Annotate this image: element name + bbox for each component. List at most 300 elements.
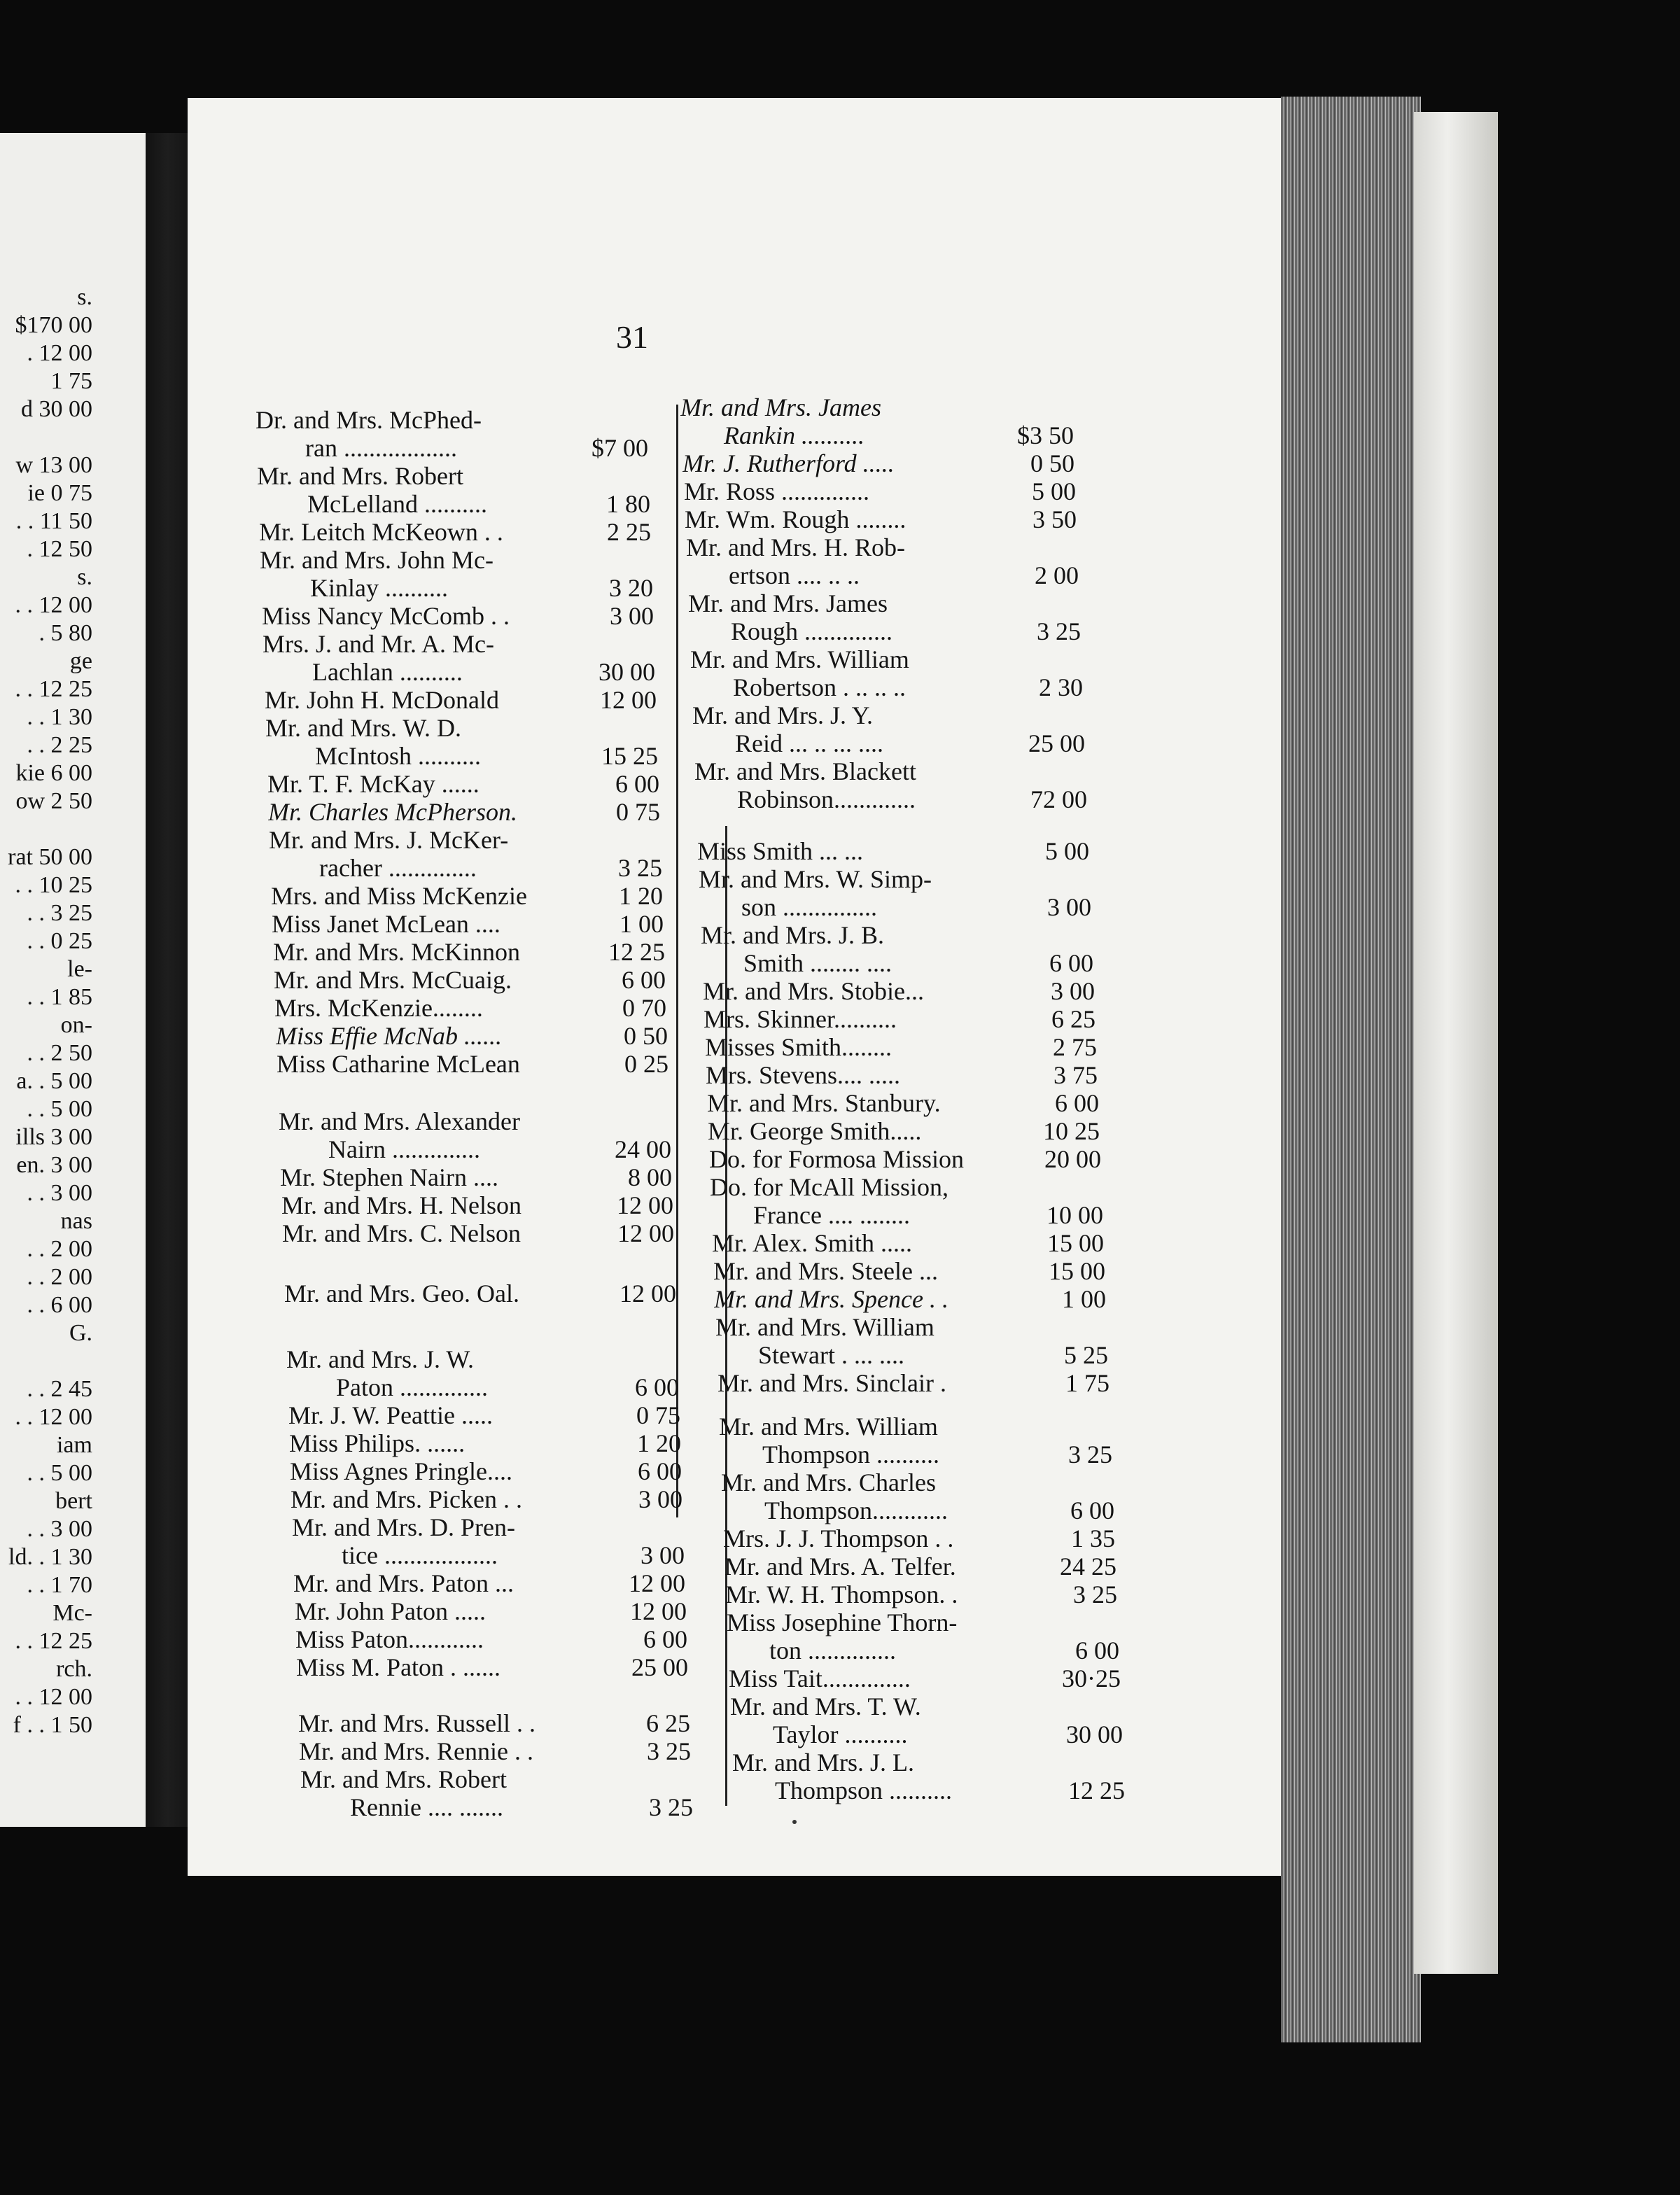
- contribution-row: [273, 937, 665, 967]
- contribution-amount: 6 25: [646, 1709, 690, 1737]
- previous-page-text: . . 5 00: [27, 1096, 92, 1122]
- contributor-name: Mr. Charles McPherson.: [268, 798, 517, 826]
- contributor-name: Miss Nancy McComb . .: [262, 602, 510, 630]
- contribution-row: [733, 1775, 1125, 1806]
- contribution-amount: 0 50: [1030, 449, 1074, 477]
- contributor-name: Mr. Alex. Smith .....: [712, 1229, 913, 1257]
- contribution-row: [731, 1719, 1123, 1750]
- contribution-row: [695, 784, 1087, 815]
- contributor-name: Mr. and Mrs. Spence . .: [714, 1285, 948, 1313]
- contributor-name: ertson .... .. ..: [729, 561, 860, 589]
- contributor-name: Mr. and Mrs. J. B.: [701, 921, 885, 949]
- contribution-row: [262, 629, 654, 659]
- contribution-row: [708, 1116, 1100, 1146]
- contributor-name: Mrs. McKenzie........: [274, 994, 483, 1022]
- contributor-name: Rennie .... .......: [350, 1793, 503, 1821]
- contribution-amount: 1 80: [606, 490, 650, 518]
- contributor-name: Mr. Wm. Rough ........: [685, 505, 906, 533]
- contribution-amount: 6 00: [1075, 1636, 1119, 1664]
- previous-page-text: . . 3 00: [27, 1180, 92, 1206]
- contribution-row: [274, 965, 666, 995]
- contribution-row: [265, 685, 657, 715]
- contributor-name: Miss Effie McNab ......: [276, 1022, 502, 1050]
- previous-page-text: ie 0 75: [27, 480, 92, 506]
- contributor-name: Mr. J. W. Peattie .....: [288, 1401, 493, 1429]
- contribution-amount: 0 75: [636, 1401, 680, 1429]
- contributor-name: Mr. and Mrs. Charles: [721, 1468, 936, 1496]
- contribution-row: [685, 504, 1077, 535]
- contribution-row: [279, 1134, 671, 1165]
- contribution-row: [694, 756, 1086, 787]
- contribution-amount: 3 00: [640, 1541, 685, 1569]
- contribution-amount: 0 75: [616, 798, 660, 826]
- contribution-amount: 1 00: [620, 910, 664, 938]
- contribution-row: [290, 1484, 682, 1515]
- contribution-row: [262, 601, 654, 631]
- contribution-row: [258, 489, 650, 519]
- contribution-row: [267, 769, 659, 799]
- previous-page-text: le-: [67, 956, 92, 982]
- contributor-name: Miss Tait..............: [729, 1664, 911, 1692]
- previous-page-text: w 13 00: [15, 452, 92, 478]
- contribution-row: [289, 1428, 681, 1459]
- contribution-row: [270, 853, 662, 883]
- previous-page-text: . . 12 00: [15, 592, 92, 618]
- contribution-amount: 12 00: [617, 1191, 673, 1219]
- contribution-row: [707, 1088, 1099, 1118]
- contributor-name: Stewart . ... ....: [758, 1341, 904, 1369]
- contributor-name: Paton ..............: [336, 1373, 489, 1401]
- contributor-name: Nairn ..............: [328, 1135, 480, 1163]
- contribution-amount: 3 00: [1051, 977, 1095, 1005]
- contribution-row: [296, 1652, 688, 1683]
- contributor-name: Thompson ..........: [775, 1776, 953, 1804]
- contribution-row: [293, 1568, 685, 1599]
- contribution-amount: 3 25: [618, 854, 662, 882]
- contributor-name: Mr. and Mrs. H. Rob-: [686, 533, 905, 561]
- contribution-row: [727, 1607, 1119, 1638]
- contribution-row: [687, 560, 1079, 591]
- contributor-name: Mr. and Mrs. Stanbury.: [707, 1089, 941, 1117]
- contributor-name: Mr. and Mrs. Russell . .: [298, 1709, 536, 1737]
- contribution-row: [730, 1691, 1122, 1722]
- contributor-name: Kinlay ..........: [310, 574, 448, 602]
- contribution-amount: 12 25: [608, 938, 665, 966]
- contributor-name: Mr. and Mrs. Rennie . .: [299, 1737, 533, 1765]
- previous-page-text: . . 6 00: [27, 1292, 92, 1318]
- contributor-name: Mr. and Mrs. Paton ...: [293, 1569, 514, 1597]
- contribution-amount: 10 25: [1043, 1117, 1100, 1145]
- contribution-amount: 1 20: [619, 882, 663, 910]
- contributor-name: Thompson............: [764, 1496, 948, 1524]
- contribution-amount: 0 50: [624, 1022, 668, 1050]
- contribution-row: [295, 1596, 687, 1627]
- contributor-name: Taylor ..........: [773, 1720, 908, 1748]
- previous-page-text: . 12 00: [27, 340, 92, 366]
- contribution-row: [713, 1256, 1105, 1286]
- previous-page-text: . . 2 25: [27, 732, 92, 758]
- contribution-row: [732, 1747, 1124, 1778]
- contribution-row: [692, 700, 1084, 731]
- contribution-amount: 2 30: [1039, 673, 1083, 701]
- contribution-amount: 12 00: [629, 1569, 685, 1597]
- contribution-amount: 6 00: [615, 770, 659, 798]
- previous-page-text: ge: [69, 648, 92, 674]
- contribution-row: [261, 573, 653, 603]
- previous-page-text: $170 00: [15, 312, 92, 338]
- contribution-row: [288, 1400, 680, 1431]
- contribution-amount: 2 25: [607, 518, 651, 546]
- previous-page-text: en. 3 00: [16, 1152, 92, 1178]
- contributor-name: Mr. and Mrs. Stobie...: [703, 977, 925, 1005]
- contribution-row: [691, 672, 1083, 703]
- contributor-name: Mr. and Mrs. William: [719, 1412, 938, 1440]
- contribution-row: [293, 1540, 685, 1571]
- contributor-name: Mr. T. F. McKay ......: [267, 770, 479, 798]
- contribution-row: [292, 1512, 684, 1543]
- previous-page-text: . . 0 25: [27, 928, 92, 954]
- contributor-name: racher ..............: [319, 854, 477, 882]
- previous-page-text: . . 12 25: [15, 1628, 92, 1654]
- contribution-row: [723, 1523, 1115, 1554]
- contributor-name: Mr. and Mrs. McKinnon: [273, 938, 520, 966]
- previous-page-text: . . 1 70: [27, 1572, 92, 1598]
- contribution-amount: 3 25: [1037, 617, 1081, 645]
- contribution-amount: 5 00: [1032, 477, 1076, 505]
- contribution-row: [269, 825, 661, 855]
- previous-page-text: s.: [77, 564, 92, 590]
- contribution-amount: 6 00: [1070, 1496, 1114, 1524]
- contributor-name: McLelland ..........: [307, 490, 487, 518]
- contributor-name: Robinson.............: [737, 785, 916, 813]
- contribution-row: [271, 881, 663, 911]
- contribution-amount: 12 00: [620, 1279, 676, 1307]
- contribution-row: [276, 1021, 668, 1051]
- contribution-amount: 1 20: [637, 1429, 681, 1457]
- contributor-name: Mr. and Mrs. Sinclair .: [718, 1369, 946, 1397]
- previous-page-text: . . 12 25: [15, 676, 92, 702]
- contribution-amount: 15 00: [1047, 1229, 1104, 1257]
- contributor-name: Mr. and Mrs. Geo. Oal.: [284, 1279, 519, 1307]
- contributor-name: Miss Janet McLean ....: [272, 910, 500, 938]
- contribution-row: [682, 420, 1074, 451]
- contributor-name: Miss M. Paton . ......: [296, 1653, 501, 1681]
- contributor-name: Mr. George Smith.....: [708, 1117, 922, 1145]
- page-number: 31: [616, 319, 648, 355]
- contribution-row: [718, 1368, 1110, 1398]
- contribution-row: [716, 1340, 1108, 1370]
- contribution-row: [281, 1190, 673, 1221]
- contribution-row: [284, 1278, 676, 1309]
- contributor-name: ran ..................: [305, 434, 457, 462]
- contribution-row: [693, 728, 1085, 759]
- contributor-name: Miss Smith ... ...: [697, 837, 864, 865]
- contribution-row: [725, 1579, 1117, 1610]
- contributor-name: Misses Smith........: [705, 1033, 892, 1061]
- previous-page-text: . . 1 85: [27, 984, 92, 1010]
- previous-page-text: nas: [60, 1208, 92, 1234]
- contribution-row: [272, 909, 664, 939]
- contribution-amount: 3 00: [610, 602, 654, 630]
- contributor-name: Mrs. and Miss McKenzie: [271, 882, 527, 910]
- contributor-name: Mr. and Mrs. Picken . .: [290, 1485, 522, 1513]
- contribution-row: [276, 1049, 668, 1079]
- contribution-amount: 3 25: [1073, 1580, 1117, 1608]
- contributor-name: Mr. Ross ..............: [684, 477, 870, 505]
- previous-page-text: Mc-: [52, 1600, 92, 1626]
- contribution-amount: $3 50: [1017, 421, 1074, 449]
- previous-page-text: 1 75: [50, 368, 92, 394]
- book-gutter: [146, 133, 189, 1827]
- contribution-row: [256, 433, 648, 463]
- contribution-row: [701, 948, 1093, 979]
- previous-page-text: rat 50 00: [8, 844, 92, 870]
- contribution-row: [286, 1344, 678, 1375]
- contributor-name: Mr. and Mrs. W. Simp-: [699, 865, 932, 893]
- previous-page-text: . 12 50: [27, 536, 92, 562]
- contributor-name: Mr. and Mrs. C. Nelson: [282, 1219, 521, 1247]
- contribution-amount: 3 75: [1054, 1061, 1098, 1089]
- contribution-row: [686, 532, 1078, 563]
- contribution-amount: 6 00: [643, 1625, 687, 1653]
- previous-page-text: iam: [57, 1432, 92, 1458]
- contributor-name: Mr. and Mrs. J. W.: [286, 1345, 475, 1373]
- contributor-name: Miss Josephine Thorn-: [727, 1608, 958, 1636]
- previous-page-text: . 5 80: [38, 620, 92, 646]
- contribution-amount: $7 00: [592, 434, 648, 462]
- previous-page-text: . . 11 50: [15, 508, 92, 534]
- contribution-amount: 12 00: [630, 1597, 687, 1625]
- contributor-name: Mr. John H. McDonald: [265, 686, 499, 714]
- previous-page-text: G.: [69, 1320, 92, 1346]
- contribution-row: [699, 864, 1091, 895]
- previous-page-text: . . 10 25: [15, 872, 92, 898]
- contribution-row: [690, 644, 1082, 675]
- contribution-row: [295, 1624, 687, 1655]
- contributor-name: Mr. and Mrs. William: [690, 645, 909, 673]
- previous-page-text: a. . 5 00: [16, 1068, 92, 1094]
- contribution-row: [268, 797, 660, 827]
- contributor-name: Do. for Formosa Mission: [709, 1145, 965, 1173]
- contribution-amount: 15 00: [1049, 1257, 1105, 1285]
- contributor-name: France .... ........: [753, 1201, 910, 1229]
- contribution-row: [699, 892, 1091, 923]
- contributor-name: Mr. and Mrs. John Mc-: [260, 546, 493, 574]
- contributor-name: Mr. and Mrs. A. Telfer.: [724, 1552, 956, 1580]
- contributor-name: Lachlan ..........: [312, 658, 463, 686]
- contribution-row: [688, 588, 1080, 619]
- contributor-name: Mr. and Mrs. James: [688, 589, 888, 617]
- contributor-name: Mr. and Mrs. James: [680, 393, 881, 421]
- contributor-name: Miss Catharine McLean: [276, 1050, 520, 1078]
- contribution-row: [260, 545, 652, 575]
- previous-page-text: . . 2 00: [27, 1264, 92, 1290]
- contribution-row: [287, 1372, 679, 1403]
- contributor-name: Mrs. J. and Mr. A. Mc-: [262, 630, 494, 658]
- contribution-row: [682, 448, 1074, 479]
- previous-page-fragment: [0, 133, 146, 1827]
- ink-speck: [792, 1820, 797, 1824]
- contributor-name: Mr. and Mrs. D. Pren-: [292, 1513, 515, 1541]
- contributor-name: son ...............: [741, 893, 878, 921]
- contribution-row: [701, 920, 1093, 951]
- page-edges: [1281, 97, 1421, 2042]
- contribution-row: [704, 1004, 1096, 1035]
- contribution-row: [263, 657, 655, 687]
- contribution-row: [265, 713, 657, 743]
- contribution-amount: 2 00: [1035, 561, 1079, 589]
- contribution-row: [709, 1144, 1101, 1174]
- contribution-row: [715, 1312, 1107, 1342]
- contribution-row: [274, 993, 666, 1023]
- contributor-name: Mrs. Skinner..........: [704, 1005, 897, 1033]
- contribution-row: [710, 1172, 1102, 1202]
- contribution-amount: 25 00: [631, 1653, 688, 1681]
- contribution-amount: 24 25: [1060, 1552, 1116, 1580]
- contribution-row: [300, 1764, 692, 1795]
- contribution-row: [279, 1106, 671, 1137]
- contributor-name: Mr. J. Rutherford .....: [682, 449, 895, 477]
- contributor-name: ton ..............: [769, 1636, 897, 1664]
- contribution-amount: 12 00: [600, 686, 657, 714]
- contribution-row: [299, 1736, 691, 1767]
- contribution-row: [255, 405, 648, 435]
- contribution-amount: 5 00: [1045, 837, 1089, 865]
- contributor-name: Mr. and Mrs. William: [715, 1313, 934, 1341]
- contributor-name: tice ..................: [342, 1541, 498, 1569]
- contribution-row: [266, 741, 658, 771]
- contribution-amount: 15 25: [601, 742, 658, 770]
- contribution-amount: 3 20: [609, 574, 653, 602]
- previous-page-text: ld. . 1 30: [8, 1544, 92, 1570]
- contribution-row: [689, 616, 1081, 647]
- contribution-amount: 0 25: [624, 1050, 668, 1078]
- contributor-name: Mr. and Mrs. J. McKer-: [269, 826, 509, 854]
- contribution-row: [714, 1284, 1106, 1314]
- contributor-name: Do. for McAll Mission,: [710, 1173, 948, 1201]
- contribution-row: [711, 1200, 1103, 1230]
- contribution-amount: 20 00: [1044, 1145, 1101, 1173]
- previous-page-text: bert: [55, 1488, 92, 1514]
- previous-page-text: d 30 00: [21, 396, 92, 422]
- previous-page-text: . . 2 45: [27, 1376, 92, 1402]
- contribution-row: [727, 1635, 1119, 1666]
- contribution-amount: 3 00: [638, 1485, 682, 1513]
- contributor-name: Dr. and Mrs. McPhed-: [255, 406, 482, 434]
- previous-page-text: kie 6 00: [15, 760, 92, 786]
- contribution-row: [257, 461, 649, 491]
- contribution-amount: 3 25: [647, 1737, 691, 1765]
- previous-page-text: . . 5 00: [27, 1460, 92, 1486]
- contribution-amount: 0 70: [622, 994, 666, 1022]
- contribution-amount: 1 35: [1071, 1524, 1115, 1552]
- contribution-amount: 6 00: [635, 1373, 679, 1401]
- contributor-name: Mr. and Mrs. Steele ...: [713, 1257, 938, 1285]
- contribution-amount: 25 00: [1028, 729, 1085, 757]
- contribution-row: [721, 1467, 1113, 1498]
- previous-page-text: f . . 1 50: [13, 1712, 92, 1738]
- previous-page-text: on-: [60, 1012, 92, 1038]
- contribution-amount: 3 00: [1047, 893, 1091, 921]
- contribution-amount: 30 00: [1066, 1720, 1123, 1748]
- contribution-amount: 3 25: [649, 1793, 693, 1821]
- contribution-row: [712, 1228, 1104, 1258]
- contribution-row: [722, 1495, 1114, 1526]
- previous-page-text: . . 12 00: [15, 1404, 92, 1430]
- contributor-name: Rough ..............: [731, 617, 893, 645]
- contributor-name: Rankin ..........: [724, 421, 864, 449]
- contribution-amount: 72 00: [1030, 785, 1087, 813]
- contribution-row: [680, 392, 1072, 423]
- contribution-amount: 3 25: [1068, 1440, 1112, 1468]
- previous-page-text: ow 2 50: [15, 788, 92, 814]
- contribution-row: [719, 1411, 1111, 1442]
- previous-page-text: . . 2 50: [27, 1040, 92, 1066]
- contributor-name: Mr. and Mrs. Robert: [257, 462, 463, 490]
- contribution-amount: 3 50: [1032, 505, 1077, 533]
- contribution-row: [282, 1218, 674, 1249]
- contribution-amount: 6 00: [1055, 1089, 1099, 1117]
- contributor-name: Reid ... .. ... ....: [735, 729, 883, 757]
- contribution-amount: 2 75: [1053, 1033, 1097, 1061]
- contribution-row: [697, 836, 1089, 867]
- contribution-amount: 12 00: [617, 1219, 674, 1247]
- contribution-row: [724, 1551, 1116, 1582]
- contributor-name: Miss Agnes Pringle....: [290, 1457, 513, 1485]
- previous-page-text: rch.: [56, 1656, 92, 1682]
- contribution-amount: 6 00: [1049, 949, 1093, 977]
- contributor-name: Mrs. J. J. Thompson . .: [723, 1524, 954, 1552]
- contribution-row: [684, 476, 1076, 507]
- contribution-amount: 10 00: [1046, 1201, 1103, 1229]
- contribution-amount: 8 00: [628, 1163, 672, 1191]
- contributor-name: Mr. John Paton .....: [295, 1597, 486, 1625]
- contribution-row: [298, 1708, 690, 1739]
- previous-page-text: . . 3 25: [27, 900, 92, 926]
- contributor-name: Mrs. Stevens.... .....: [706, 1061, 900, 1089]
- contributor-name: Smith ........ ....: [743, 949, 892, 977]
- contributor-name: Mr. Leitch McKeown . .: [259, 518, 503, 546]
- contributor-name: McIntosh ..........: [315, 742, 481, 770]
- contribution-amount: 6 00: [622, 966, 666, 994]
- contributor-name: Mr. and Mrs. J. L.: [732, 1748, 914, 1776]
- contribution-row: [729, 1663, 1121, 1694]
- contribution-amount: 1 75: [1065, 1369, 1110, 1397]
- contribution-amount: 5 25: [1064, 1341, 1108, 1369]
- contribution-row: [703, 976, 1095, 1007]
- contributor-name: Mr. and Mrs. W. D.: [265, 714, 462, 742]
- contribution-amount: 12 25: [1068, 1776, 1125, 1804]
- contribution-amount: 6 25: [1051, 1005, 1096, 1033]
- contributor-name: Miss Paton............: [295, 1625, 484, 1653]
- contribution-amount: 30·25: [1062, 1664, 1121, 1692]
- contribution-amount: 24 00: [615, 1135, 671, 1163]
- contributor-name: Mr. and Mrs. J. Y.: [692, 701, 874, 729]
- contributor-name: Thompson ..........: [762, 1440, 940, 1468]
- previous-page-text: s.: [77, 284, 92, 310]
- contribution-row: [705, 1032, 1097, 1063]
- contributor-name: Mr. and Mrs. Alexander: [279, 1107, 520, 1135]
- previous-page-text: . . 3 00: [27, 1516, 92, 1542]
- contributor-name: Mr. Stephen Nairn ....: [280, 1163, 498, 1191]
- contributor-name: Mr. W. H. Thompson. .: [725, 1580, 958, 1608]
- contribution-row: [720, 1439, 1112, 1470]
- contributor-name: Mr. and Mrs. McCuaig.: [274, 966, 512, 994]
- contribution-row: [301, 1792, 693, 1823]
- previous-page-text: . . 2 00: [27, 1236, 92, 1262]
- contributor-name: Mr. and Mrs. T. W.: [730, 1692, 921, 1720]
- contribution-amount: 6 00: [638, 1457, 682, 1485]
